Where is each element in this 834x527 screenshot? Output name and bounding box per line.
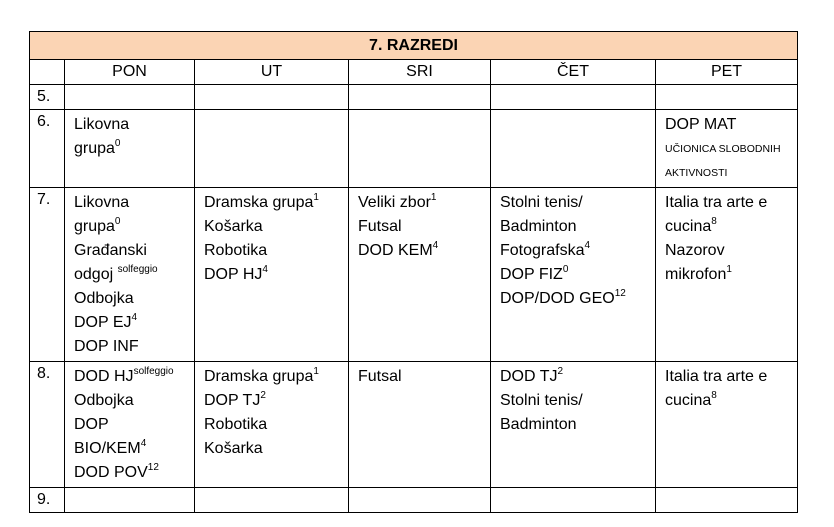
activity-line: DOP MAT xyxy=(665,116,737,133)
activity-line: mikrofon$^1$ xyxy=(665,263,732,283)
activity-line: Odbojka xyxy=(74,392,134,409)
activity-line: Badminton xyxy=(500,416,577,433)
activity-line: Građanski xyxy=(74,242,147,259)
schedule-cell-pon xyxy=(65,110,195,188)
schedule-cell-sri xyxy=(349,110,491,188)
header-day: ČET xyxy=(491,60,656,85)
period-number: 7. xyxy=(30,188,65,362)
schedule-cell-pet xyxy=(656,188,798,362)
activity-superscript: 1 xyxy=(726,263,732,275)
activity-note: AKTIVNOSTI xyxy=(665,167,728,179)
activity-superscript: 8 xyxy=(711,215,717,227)
schedule-cell-sri xyxy=(349,85,491,110)
activity-superscript: solfeggio xyxy=(117,263,158,275)
activity-line: Likovna xyxy=(74,194,130,211)
schedule-cell-ut xyxy=(195,85,349,110)
header-day: PET xyxy=(656,60,798,85)
activity-line: BIO/KEM$^4$ xyxy=(74,437,147,457)
activity-line: Likovna xyxy=(74,116,130,133)
schedule-cell-čet xyxy=(491,85,656,110)
activity-line: DOP xyxy=(74,416,109,433)
schedule-cell-ut xyxy=(195,188,349,362)
activity-superscript: 0 xyxy=(114,137,121,149)
activity-superscript: 12 xyxy=(147,461,159,473)
timetable xyxy=(29,31,798,513)
activity-superscript: 1 xyxy=(313,191,319,203)
schedule-cell-čet xyxy=(491,362,656,488)
activity-superscript: 4 xyxy=(584,239,591,251)
activity-superscript: 4 xyxy=(131,311,138,323)
table-row xyxy=(30,362,798,488)
activity-line: grupa$^0$ xyxy=(74,137,121,157)
activity-line: Nazorov xyxy=(665,242,725,259)
table-title: 7. RAZREDI xyxy=(30,32,798,60)
activity-line: DOD $TJ^2$ xyxy=(500,365,564,385)
activity-line: DOD $HJ^{solfeggio}$ xyxy=(74,365,174,385)
header-day: SRI xyxy=(349,60,491,85)
schedule-cell-pet xyxy=(656,362,798,488)
header-day: UT xyxy=(195,60,349,85)
activity-superscript: 4 xyxy=(262,263,268,275)
activity-superscript: 1 xyxy=(430,191,437,203)
activity-line: Veliki zbor$^1$ xyxy=(358,191,437,211)
activity-superscript: 2 xyxy=(557,365,564,377)
schedule-cell-ut xyxy=(195,488,349,513)
activity-line: Stolni tenis/ xyxy=(500,392,583,409)
schedule-cell-pon xyxy=(65,488,195,513)
header-day: PON xyxy=(65,60,195,85)
table-row xyxy=(30,188,798,362)
title-row xyxy=(30,32,798,60)
activity-superscript: 1 xyxy=(313,365,319,377)
activity-line: Italia tra arte e xyxy=(665,194,768,211)
activity-line: Robotika xyxy=(204,416,268,433)
activity-line: Robotika xyxy=(204,242,268,259)
activity-line: Odbojka xyxy=(74,290,134,307)
period-number: 5. xyxy=(30,85,65,110)
activity-line: Futsal xyxy=(358,218,402,235)
schedule-cell-pon xyxy=(65,85,195,110)
activity-line: DOP FIZ$^0$ xyxy=(500,263,569,283)
activity-superscript: 4 xyxy=(140,437,147,449)
activity-line: Fotografska$^4$ xyxy=(500,239,591,259)
schedule-cell-čet xyxy=(491,488,656,513)
activity-superscript: 2 xyxy=(260,389,266,401)
activity-line: DOD KEM$^4$ xyxy=(358,239,439,259)
schedule-cell-sri xyxy=(349,188,491,362)
activity-superscript: 0 xyxy=(562,263,569,275)
activity-line: Badminton xyxy=(500,218,577,235)
activity-line: Stolni tenis/ xyxy=(500,194,583,211)
table-row xyxy=(30,85,798,110)
activity-line: grupa$^0$ xyxy=(74,215,121,235)
activity-line: cucina$^8$ xyxy=(665,215,717,235)
schedule-cell-pet xyxy=(656,110,798,188)
schedule-cell-pon xyxy=(65,362,195,488)
schedule-cell-sri xyxy=(349,488,491,513)
activity-superscript: 12 xyxy=(614,287,626,299)
activity-line: DOP INF xyxy=(74,338,139,355)
activity-superscript: solfeggio xyxy=(133,365,174,377)
activity-line: Košarka xyxy=(204,218,263,235)
schedule-cell-ut xyxy=(195,110,349,188)
activity-line: DOP $TJ^2$ xyxy=(204,389,266,409)
activity-superscript: 4 xyxy=(432,239,439,251)
table-row xyxy=(30,110,798,188)
header-row xyxy=(30,60,798,85)
activity-line: DOP $EJ^4$ xyxy=(74,311,138,331)
schedule-cell-sri xyxy=(349,362,491,488)
period-number: 8. xyxy=(30,362,65,488)
activity-line: Košarka xyxy=(204,440,263,457)
table-row xyxy=(30,488,798,513)
activity-line: Dramska grupa$^1$ xyxy=(204,191,319,211)
activity-line: DOP $HJ^4$ xyxy=(204,263,268,283)
schedule-cell-čet xyxy=(491,110,656,188)
schedule-cell-čet xyxy=(491,188,656,362)
schedule-cell-pet xyxy=(656,85,798,110)
activity-line: odgoj $^{solfeggio}$ xyxy=(74,263,158,283)
period-number: 6. xyxy=(30,110,65,188)
activity-line: cucina$^8$ xyxy=(665,389,717,409)
period-number: 9. xyxy=(30,488,65,513)
header-corner xyxy=(30,60,65,85)
activity-superscript: 0 xyxy=(114,215,121,227)
activity-line: DOD POV$^{12}$ xyxy=(74,461,159,481)
activity-superscript: 8 xyxy=(711,389,717,401)
schedule-cell-pon xyxy=(65,188,195,362)
activity-line: DOP/DOD GEO$^{12}$ xyxy=(500,287,626,307)
activity-note: UČIONICA SLOBODNIH xyxy=(665,143,781,155)
timetable-body xyxy=(30,85,798,513)
schedule-cell-pet xyxy=(656,488,798,513)
activity-line: Futsal xyxy=(358,368,402,385)
schedule-cell-ut xyxy=(195,362,349,488)
activity-line: Italia tra arte e xyxy=(665,368,768,385)
activity-line: Dramska grupa$^1$ xyxy=(204,365,319,385)
